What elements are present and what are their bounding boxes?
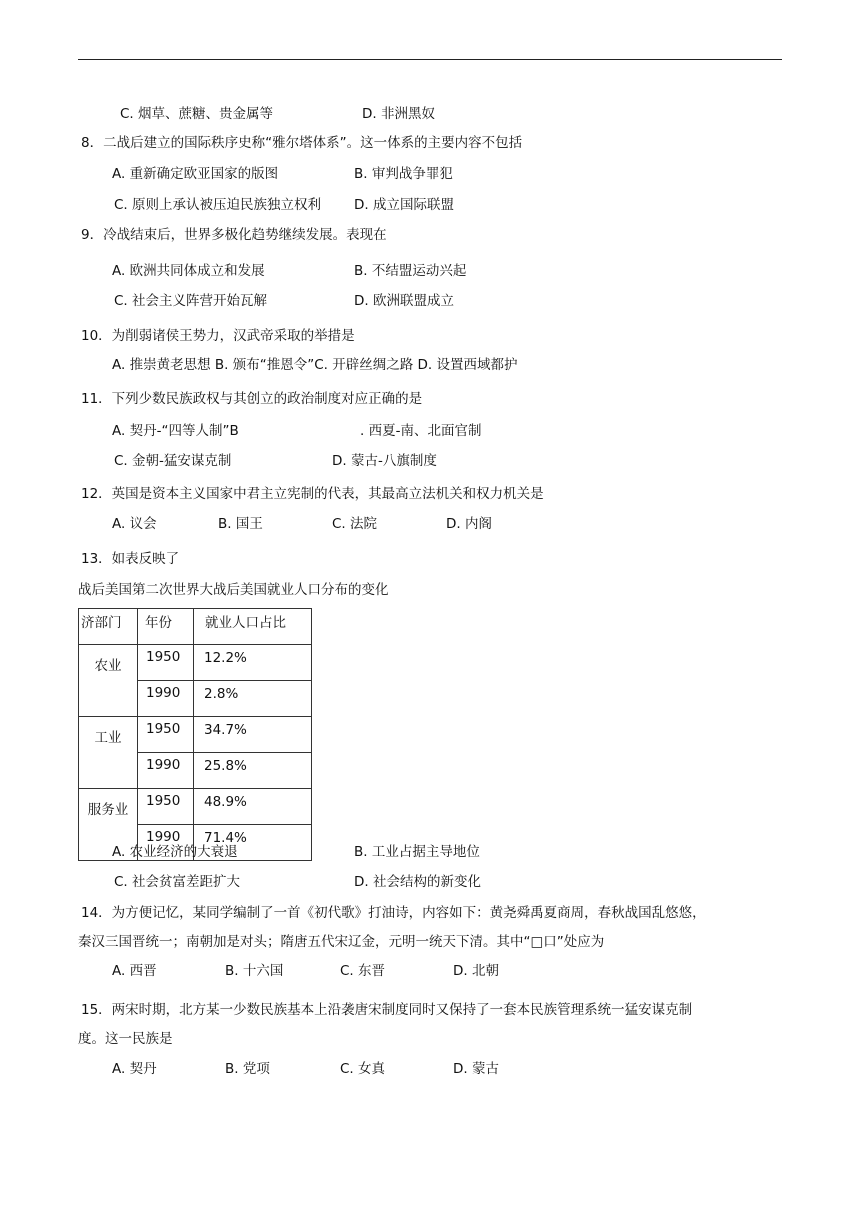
q8-option-a: A. 重新确定欧亚国家的版图 [112,166,279,182]
q11-option-a: A. 契丹-“四等人制”B [112,423,239,439]
q14-option-b: B. 十六国 [225,963,284,979]
q10-options: A. 推崇黄老思想 B. 颁布“推恩令”C. 开辟丝绸之路 D. 设置西域都护 [112,357,518,373]
year-cell: 1950 [138,645,194,681]
q12-option-b: B. 国王 [218,516,263,532]
q7-option-c: C. 烟草、蔗糖、贵金属等 [120,106,274,122]
sector-cell: 工业 [79,717,138,789]
q15-stem-line-1: 15．两宋时期，北方某一少数民族基本上沿袭唐宋制度同时又保持了一套本民族管理系统一猛安谋克制 [81,1002,693,1018]
q7-option-d: D. 非洲黑奴 [362,106,435,122]
q9-option-b: B. 不结盟运动兴起 [354,263,467,279]
q13-option-b: B. 工业占据主导地位 [354,844,480,860]
table-row [79,717,312,753]
q10-stem: 10．为削弱诸侯王势力，汉武帝采取的举措是 [81,328,355,344]
table-caption: 战后美国第二次世界大战后美国就业人口分布的变化 [78,582,389,598]
year-cell: 1990 [138,825,194,861]
header-share: 就业人口占比 [194,609,312,645]
table-header-row [79,609,312,645]
q12-option-a: A. 议会 [112,516,157,532]
q8-option-b: B. 审判战争罪犯 [354,166,453,182]
q12-option-d: D. 内阁 [446,516,492,532]
header-rule [78,59,782,60]
q8-option-d: D. 成立国际联盟 [354,197,454,213]
q11-option-d: D. 蒙古-八旗制度 [332,453,437,469]
q15-option-d: D. 蒙古 [453,1061,499,1077]
q14-option-c: C. 东晋 [340,963,386,979]
q13-option-d: D. 社会结构的新变化 [354,874,481,890]
table-row [79,789,312,825]
q9-option-d: D. 欧洲联盟成立 [354,293,454,309]
q13-option-a: A. 农业经济的大衰退 [112,844,238,860]
q14-stem-line-1: 14．为方便记忆，某同学编制了一首《初代歌》打油诗，内容如下：黄尧舜禹夏商周，春秋战国乱悠悠， [81,905,706,921]
q11-option-b: . 西夏-南、北面官制 [360,423,482,439]
q9-option-a: A. 欧洲共同体成立和发展 [112,263,265,279]
year-cell: 1950 [138,789,194,825]
sector-cell: 服务业 [79,789,138,861]
year-cell: 1990 [138,753,194,789]
share-cell: 71.4% [194,825,312,861]
q8-option-c: C. 原则上承认被压迫民族独立权利 [114,197,322,213]
q13-option-c: C. 社会贫富差距扩大 [114,874,241,890]
q9-stem: 9．冷战结束后，世界多极化趋势继续发展。表现在 [81,227,387,243]
share-cell: 34.7% [194,717,312,753]
share-cell: 12.2% [194,645,312,681]
q8-stem: 8．二战后建立的国际秩序史称“雅尔塔体系”。这一体系的主要内容不包括 [81,135,523,151]
q15-option-a: A. 契丹 [112,1061,157,1077]
q14-stem-line-2: 秦汉三国晋统一；南朝加是对头；隋唐五代宋辽金，元明一统天下清。其中“□口”处应为 [78,934,605,950]
q12-option-c: C. 法院 [332,516,378,532]
share-cell: 25.8% [194,753,312,789]
q14-option-a: A. 西晋 [112,963,157,979]
q11-option-c: C. 金朝-猛安谋克制 [114,453,232,469]
q15-option-c: C. 女真 [340,1061,386,1077]
header-sector: 济部门 [79,609,138,645]
q15-stem-line-2: 度。这一民族是 [78,1031,173,1047]
employment-table [78,608,312,861]
share-cell: 48.9% [194,789,312,825]
q9-option-c: C. 社会主义阵营开始瓦解 [114,293,268,309]
q14-option-d: D. 北朝 [453,963,499,979]
year-cell: 1950 [138,717,194,753]
share-cell: 2.8% [194,681,312,717]
q11-stem: 11．下列少数民族政权与其创立的政治制度对应正确的是 [81,391,423,407]
q12-stem: 12．英国是资本主义国家中君主立宪制的代表，其最高立法机关和权力机关是 [81,486,544,502]
table-row [79,645,312,681]
sector-cell: 农业 [79,645,138,717]
q15-option-b: B. 党项 [225,1061,270,1077]
q13-stem: 13．如表反映了 [81,551,180,567]
year-cell: 1990 [138,681,194,717]
header-year: 年份 [138,609,194,645]
